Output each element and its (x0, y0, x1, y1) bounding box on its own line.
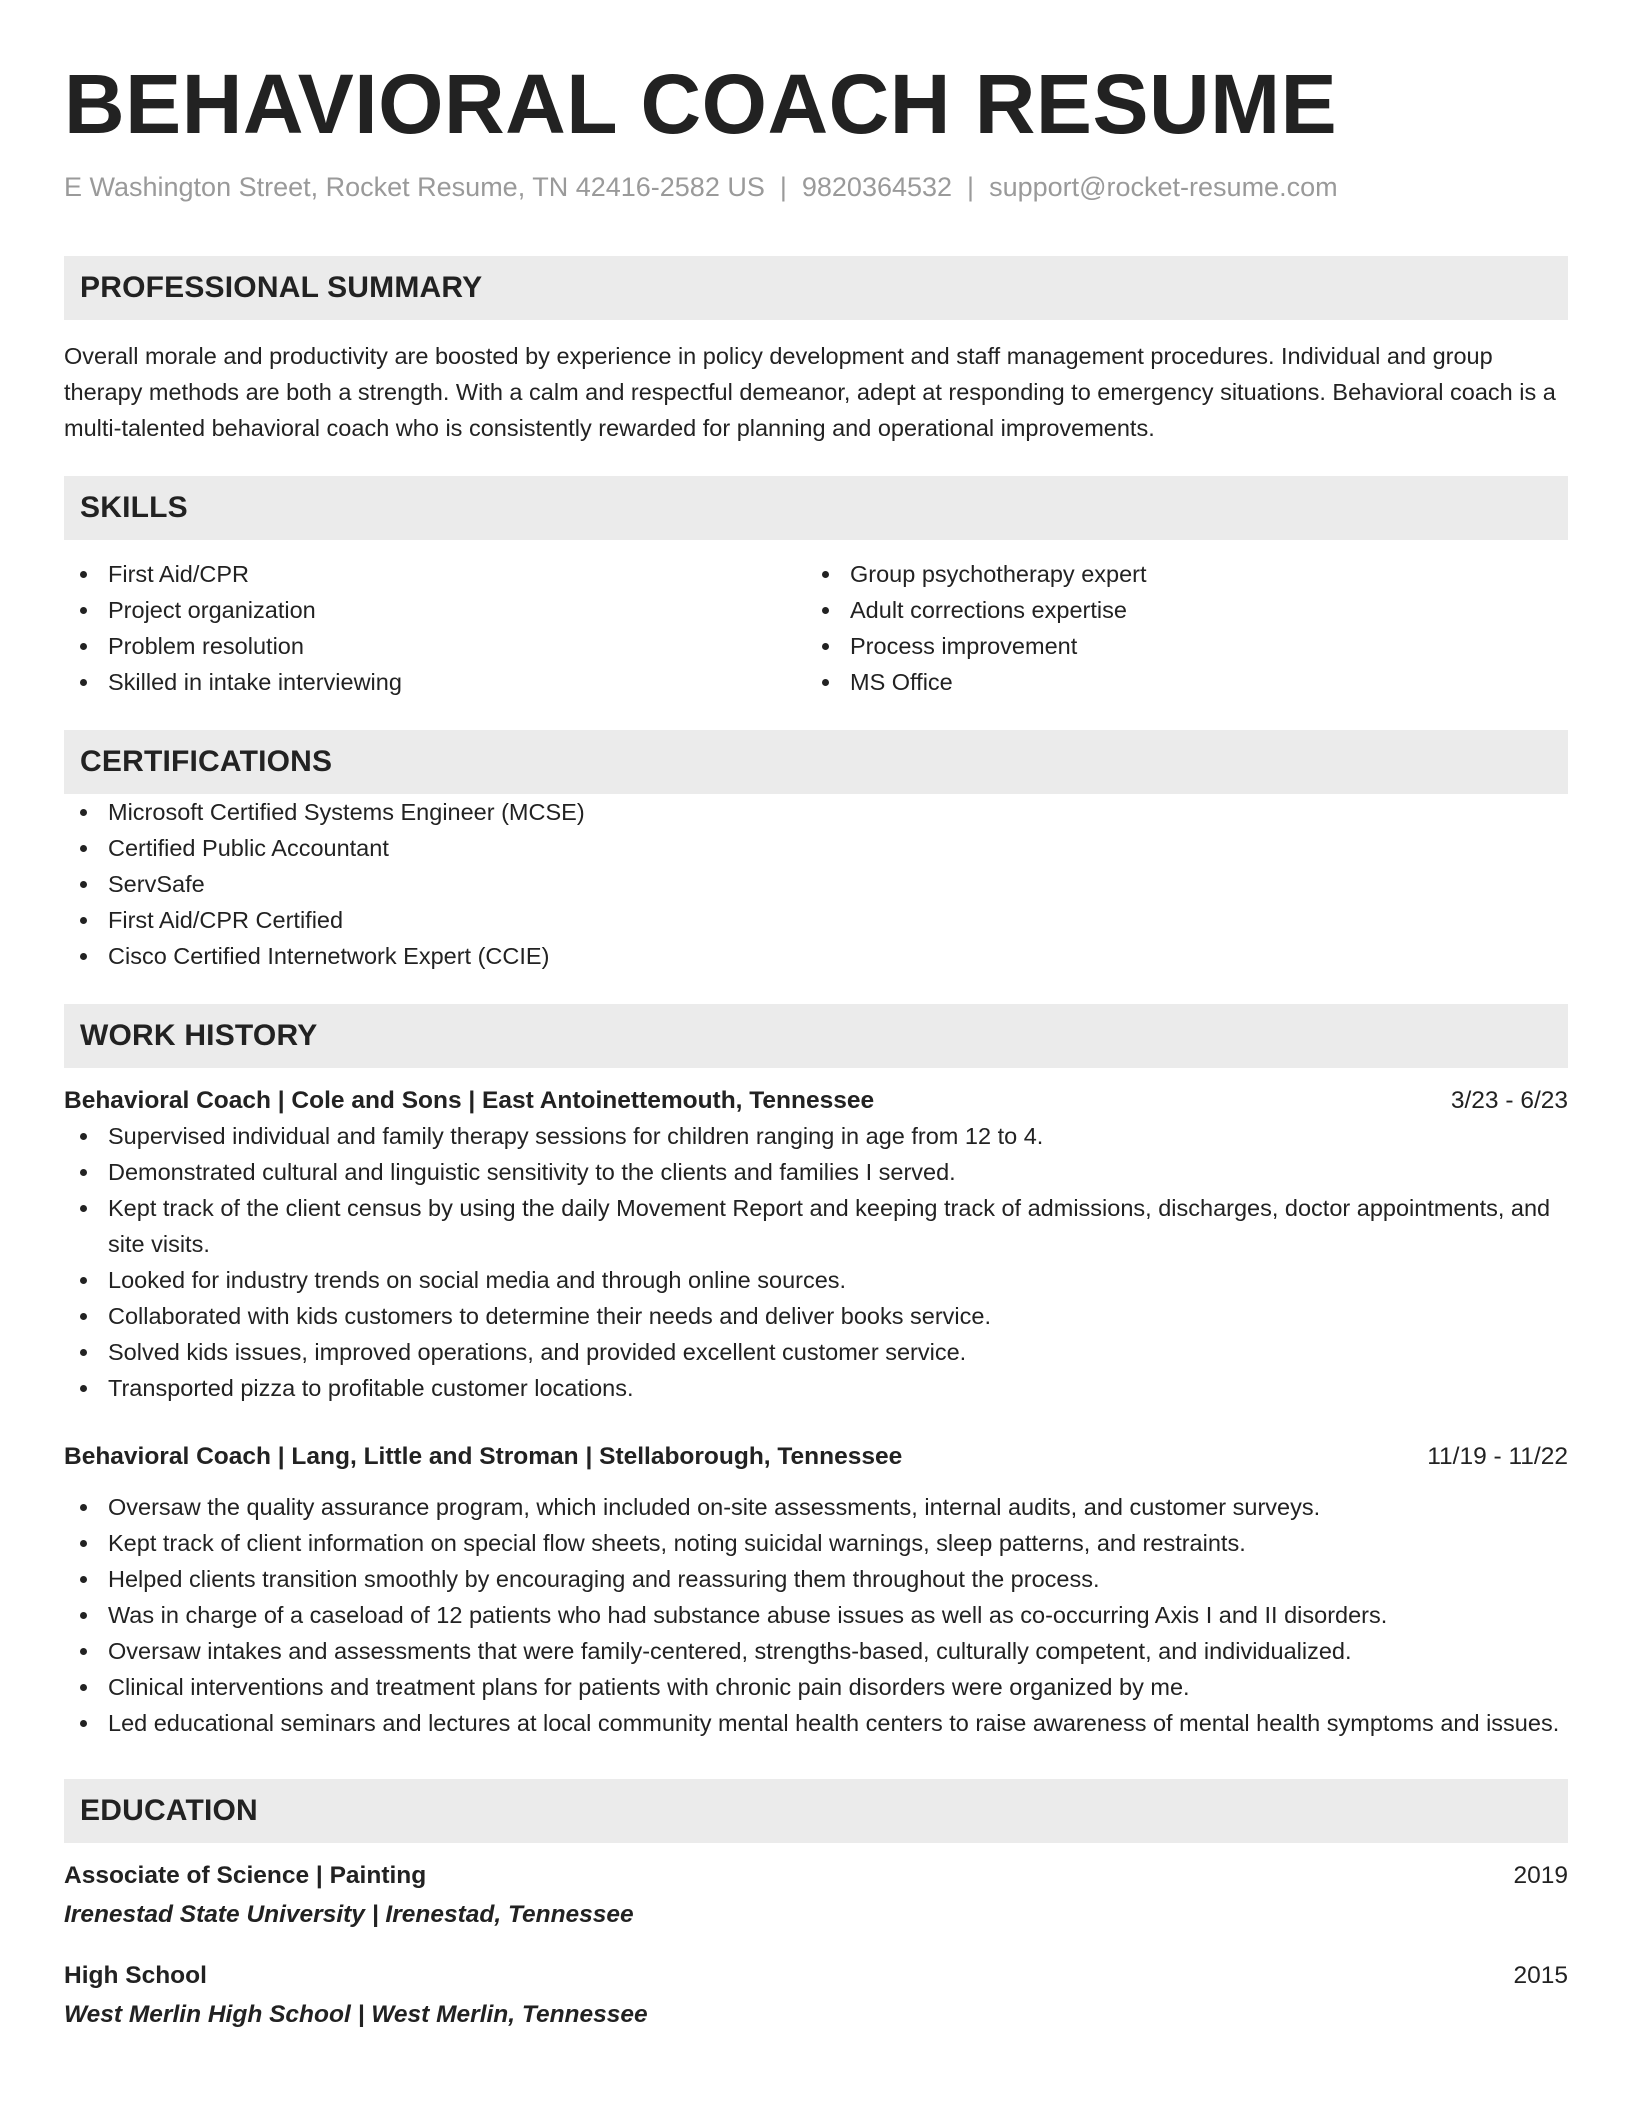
education-entry (64, 1959, 1568, 2033)
section-heading-certifications: CERTIFICATIONS (64, 730, 1568, 794)
education-year: 2019 (1513, 1862, 1568, 1889)
contact-line (64, 170, 1568, 204)
certification-item: Microsoft Certified Systems Engineer (MCSE) (64, 794, 1568, 830)
certification-item: Certified Public Accountant (64, 830, 1568, 866)
skill-item: Problem resolution (64, 628, 806, 664)
job-entry (64, 1084, 1568, 1406)
education-year: 2015 (1513, 1962, 1568, 1989)
contact-separator: | (779, 172, 787, 202)
education-header (64, 1959, 1568, 1993)
job-bullet: Collaborated with kids customers to determine their needs and deliver books service. (64, 1298, 1568, 1334)
education-school: Irenestad State University | Irenestad, Tennessee (64, 1901, 634, 1928)
job-bullet: Solved kids issues, improved operations, and provided excellent customer service. (64, 1334, 1568, 1370)
job-bullet: Led educational seminars and lectures at local community mental health centers to raise awareness of mental health symptoms and issues. (64, 1705, 1568, 1741)
job-bullet: Kept track of the client census by using the daily Movement Report and keeping track of admissions, discharges, doctor appointments, and site visits. (64, 1190, 1568, 1262)
job-dates: 3/23 - 6/23 (1450, 1087, 1568, 1114)
job-bullet: Was in charge of a caseload of 12 patients who had substance abuse issues as well as co-occurring Axis I and II disorders. (64, 1597, 1568, 1633)
certification-item: First Aid/CPR Certified (64, 902, 1568, 938)
job-bullet: Demonstrated cultural and linguistic sensitivity to the clients and families I served. (64, 1154, 1568, 1190)
skill-item: First Aid/CPR (64, 556, 806, 592)
resume-title: BEHAVIORAL COACH RESUME (64, 57, 1338, 151)
job-bullet: Oversaw intakes and assessments that were family-centered, strengths-based, culturally competent, and individualized. (64, 1633, 1568, 1669)
skill-item: Skilled in intake interviewing (64, 664, 806, 700)
job-bullet: Looked for industry trends on social media and through online sources. (64, 1262, 1568, 1298)
skill-item: Adult corrections expertise (806, 592, 1548, 628)
summary-text: Overall morale and productivity are boosted by experience in policy development and staff management procedures. Individual and group therapy methods are both a strength. With a calm and respectful demeanor, adept at responding to emergency situations. Behavioral coach is a multi-talented behavioral coach who is consistently rewarded for planning and operational improvements. (64, 343, 1556, 441)
education-header (64, 1859, 1568, 1893)
job-bullet: Supervised individual and family therapy sessions for children ranging in age from 12 to 4. (64, 1118, 1568, 1154)
job-title: Behavioral Coach | Lang, Little and Stroman | Stellaborough, Tennessee (64, 1443, 903, 1470)
certification-item: Cisco Certified Internetwork Expert (CCIE) (64, 938, 1568, 974)
skills-list-left (64, 556, 806, 700)
section-heading-summary: PROFESSIONAL SUMMARY (64, 256, 1568, 320)
contact-address: E Washington Street, Rocket Resume, TN 42416-2582 US (64, 172, 765, 202)
education-entry (64, 1859, 1568, 1933)
section-heading-skills: SKILLS (64, 476, 1568, 540)
skill-item: Project organization (64, 592, 806, 628)
job-bullet: Kept track of client information on special flow sheets, noting suicidal warnings, sleep patterns, and restraints. (64, 1525, 1568, 1561)
skills-list-right (806, 556, 1548, 700)
section-heading-work-history: WORK HISTORY (64, 1004, 1568, 1068)
contact-phone: 9820364532 (801, 172, 953, 202)
job-header (64, 1440, 1568, 1474)
education-school: West Merlin High School | West Merlin, Tennessee (64, 2001, 648, 2028)
certification-item: ServSafe (64, 866, 1568, 902)
job-bullet: Oversaw the quality assurance program, which included on-site assessments, internal audits, and customer surveys. (64, 1489, 1568, 1525)
contact-separator: | (967, 172, 975, 202)
job-bullet: Transported pizza to profitable customer locations. (64, 1370, 1568, 1406)
skill-item: Group psychotherapy expert (806, 556, 1548, 592)
job-bullets (64, 1489, 1568, 1741)
education-degree: High School (64, 1962, 207, 1989)
skill-item: Process improvement (806, 628, 1548, 664)
section-heading-education: EDUCATION (64, 1779, 1568, 1843)
job-entry (64, 1440, 1568, 1741)
job-dates: 11/19 - 11/22 (1427, 1443, 1568, 1470)
job-bullet: Clinical interventions and treatment plans for patients with chronic pain disorders were organized by me. (64, 1669, 1568, 1705)
skill-item: MS Office (806, 664, 1548, 700)
job-bullet: Helped clients transition smoothly by encouraging and reassuring them throughout the process. (64, 1561, 1568, 1597)
education-degree: Associate of Science | Painting (64, 1862, 427, 1889)
job-bullets (64, 1118, 1568, 1406)
job-header (64, 1084, 1568, 1118)
skills-grid (64, 556, 1568, 700)
contact-email: support@rocket-resume.com (989, 172, 1338, 202)
certifications-list (64, 794, 1568, 974)
job-title: Behavioral Coach | Cole and Sons | East Antoinettemouth, Tennessee (64, 1087, 875, 1114)
